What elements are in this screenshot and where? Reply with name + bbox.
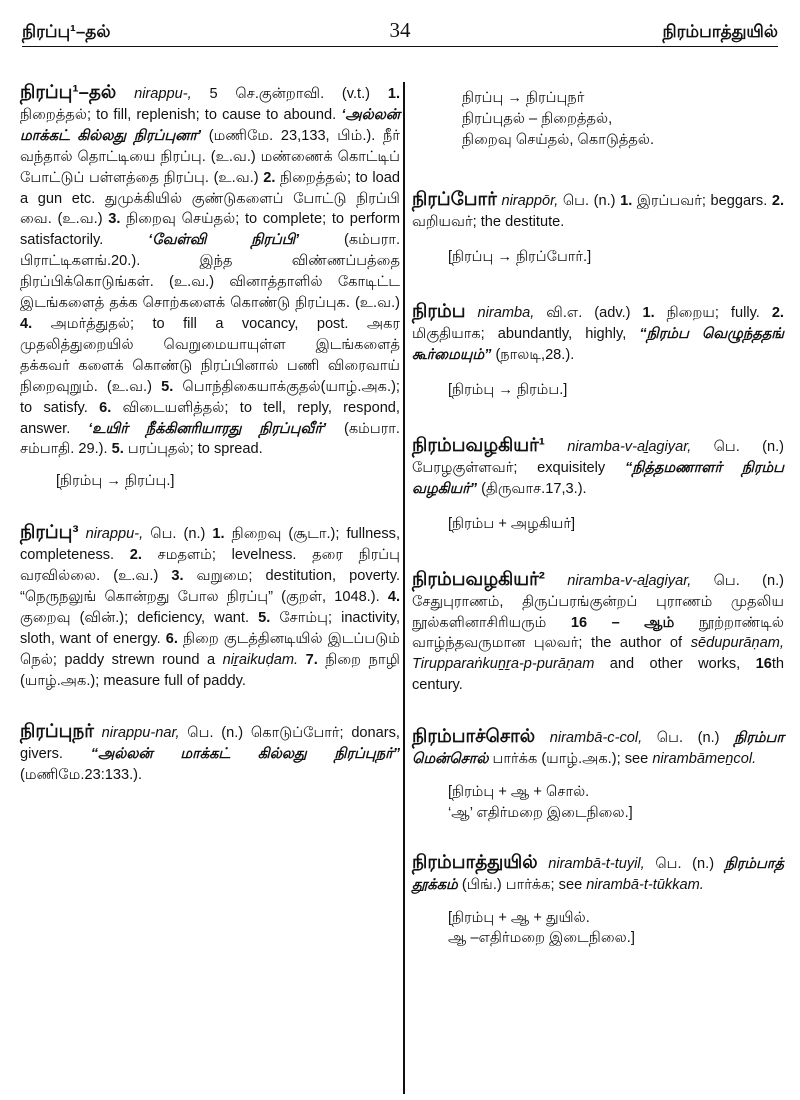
entry-body — [20, 522, 400, 691]
sense-number: 1. — [620, 192, 633, 209]
headword: நிரப்பு³ — [20, 521, 79, 543]
part-of-speech: பெ. (n.) — [713, 572, 784, 589]
headword: நிரம்பவழகியர்² — [412, 567, 545, 589]
sense-number: 3. — [171, 568, 184, 585]
sense-number: 5. — [111, 441, 124, 458]
reference: (கம்பரா. சம்பாதி. 29.). — [20, 420, 400, 458]
sense-text: நிறை நாழி (யாழ்.அக.); measure full of paddy. — [20, 651, 400, 689]
sense-text: பேரழகுள்ளவர்; exquisitely — [412, 459, 606, 476]
sense-text: பொந்திகையாக்குதல்(யாழ்.அக.); to satisfy. — [20, 378, 400, 416]
entry-body — [412, 852, 784, 896]
part-of-speech: பெ. (n.) — [655, 855, 715, 872]
etymology-line: [நிரம்பு → நிரம்ப.] — [448, 382, 568, 399]
sense-text: நிறைத்தல்; to load a gun etc. துமுக்கியில் குண்டுகளைப் போட்டு நிரப்பி வை. (உ.வ.) — [20, 169, 400, 228]
cross-reference-transliteration: nirambā-t-tūkkam. — [586, 876, 704, 893]
cross-reference: நிரம்பாத் தூக்கம் — [412, 855, 784, 893]
etymology — [448, 514, 784, 535]
etymology — [56, 471, 400, 492]
headword: நிரப்புநர் — [20, 720, 94, 742]
entry-nirappu-3 — [20, 522, 400, 691]
entry-body — [412, 301, 784, 366]
sense-text: சமதளம்; levelness. தரை நிரப்பு வரவில்லை. (உ.வ.) — [20, 547, 400, 585]
sense-text: நிறைத்தல்; to fill, replenish; to cause to abound. — [20, 106, 337, 123]
citation-quote: “அல்லன் மாக்கட் கில்லது நிரப்புநர்” — [90, 746, 400, 763]
sense-text: வறுமை; destitution, poverty. “நெருநலுங் கொன்றது போல நிரப்பு” (குறள், 1048.). — [20, 568, 400, 605]
column-divider — [403, 82, 405, 1094]
etymology — [448, 908, 784, 950]
headword: நிரப்போர் — [412, 187, 497, 209]
entry-nirambavazhagiyar-1 — [412, 435, 784, 535]
citation-quote: ‘வேள்வி நிரப்பி’ — [148, 232, 300, 249]
entry-body — [412, 569, 784, 696]
sense-number: 3. — [108, 211, 121, 228]
part-of-speech: வி.எ. (adv.) — [546, 305, 631, 322]
transliteration: niramba, — [477, 305, 535, 322]
transliteration: nirappu-, — [85, 526, 144, 543]
citation-quote: “நிரம்ப வெழுந்ததங் கூர்மையும்” — [412, 326, 785, 364]
sense-number: 6. — [99, 399, 112, 416]
etymology — [448, 380, 784, 401]
sense-number: 2. — [771, 305, 784, 322]
transliteration: nirambā-t-tuyil, — [548, 855, 645, 872]
sense-text: விடையளித்தல்; to tell, reply, respond, answer. — [20, 399, 400, 437]
reference-and-usage: (மணிமே. 23,133, பிம்.). நீர் வந்தால் தொட்டியை நிரப்பு. (உ.வ.) மண்ணைக் கொட்டிப் போட்டுப் பள்ளத்தை நிரப்பு. (உ.வ.) — [20, 127, 400, 186]
sense-text: மிகுதியாக; abundantly, highly, — [412, 326, 627, 343]
part-of-speech: பெ. (n.) — [562, 192, 616, 209]
sense-text: சோம்பு; inactivity, sloth, want of energy. — [20, 609, 401, 647]
sense-text: சேதுபுராணம், திருப்பரங்குன்றப் புராணம் முதலிய நூல்களினாசிரியரும் — [412, 593, 784, 631]
etymology-line: நிரப்பு → நிரப்புநர் — [462, 90, 585, 106]
headword: நிரம்ப — [412, 300, 466, 322]
left-column — [20, 82, 400, 808]
entry-body — [20, 82, 400, 460]
part-of-speech: பெ. (n.) — [187, 725, 244, 742]
transliteration: niramba-v-aḻagiyar, — [567, 439, 692, 456]
reference: (திருவாச.17,3.). — [481, 480, 587, 497]
headword: நிரம்பவழகியர்¹ — [412, 434, 545, 456]
reference: (நாலடி,28.). — [495, 347, 575, 364]
etymology-line: [நிரப்பு → நிரப்போர்.] — [448, 248, 592, 265]
sense-text: நூற்றாண்டில் வாழ்ந்தவருமான புலவர்; the author of — [412, 614, 784, 652]
sense-number: 2. — [263, 169, 276, 186]
sense-text: நிறைவு (சூடா.); fullness, completeness. — [20, 526, 400, 564]
sense-number: 1. — [212, 526, 225, 543]
entry-nirappunar — [20, 721, 400, 786]
entry-nirappu-1 — [20, 82, 400, 492]
sense-number: 4. — [20, 315, 33, 332]
entry-nirambaththuyil — [412, 852, 784, 950]
entry-nirappor — [412, 189, 784, 268]
sense-number: 2. — [129, 547, 142, 564]
etymology-line: நிரப்புதல் – நிறைத்தல், — [462, 110, 613, 127]
transliteration: nirambā-c-col, — [549, 730, 643, 747]
etymology-line: [நிரம்பு + ஆ + சொல். — [448, 783, 590, 800]
sense-text: இரப்பவர்; beggars. — [636, 192, 768, 209]
part-of-speech: பெ. (n.) — [150, 526, 206, 543]
work-titles: sēdupurāṇam, Tirupparaṅkuṉṟa-p-purāṇam — [412, 635, 784, 673]
entry-body — [412, 726, 784, 770]
etymology — [448, 782, 784, 824]
cross-reference-transliteration: nirambāmeṉcol. — [652, 751, 757, 768]
entry-nirambavazhagiyar-2 — [412, 569, 784, 696]
headword: நிரம்பாத்துயில் — [412, 850, 538, 872]
sense-text: குறைவு (வின்.); deficiency, want. — [20, 609, 250, 626]
sense-text: நிறை குடத்தினடியில் இடப்படும் நெல்; paddy strewn round a — [20, 630, 400, 668]
sense-number: 7. — [305, 651, 318, 668]
part-of-speech: பெ. (n.) — [656, 730, 720, 747]
etymology-line: ‘ஆ’ எதிர்மறை இடைநிலை.] — [448, 804, 633, 821]
sense-text: (பிங்.) பார்க்க; see — [461, 876, 583, 893]
reference-and-usage: (கம்பரா. பிராட்டிகளங்.20.). இந்த விண்ணப்பத்தை நிரப்பிக்கொடுங்கள். (உ.வ.) வினாத்தாளில் கோடிட்ட இடங்களைத் தக்க சொற்களைக் கொண்டு நிரப்புக. (உ.வ.) — [20, 232, 401, 312]
sense-text: கொடுப்போர்; donars, givers. — [20, 725, 400, 763]
citation-quote: ‘அல்லன் மாக்கட் கில்லது நிரப்புனா’ — [20, 106, 400, 144]
sense-text: and other works, — [609, 656, 741, 673]
transliteration: nirappōr, — [501, 192, 559, 209]
transliteration-term: niṟaikuḍam. — [222, 651, 299, 668]
etymology-line: [நிரம்ப + அழகியர்] — [448, 515, 576, 532]
etymology-line: நிறைவு செய்தல், கொடுத்தல். — [462, 131, 655, 148]
sense-text: அமர்த்துதல்; to fill a vocancy, post. அகர முதலித்துறையில் வெறுமையாயுள்ள இடங்களைத் தக்கவர் களைக் கொண்டு நிரப்பினால் பணி விரைவாய் நிறைவுறும். (உ.வ.) — [20, 315, 400, 395]
sense-text: th century. — [412, 656, 784, 694]
citation-quote: “நித்தமணாளர் நிரம்ப வழகியர்” — [412, 459, 784, 497]
entry-body — [20, 721, 400, 786]
etymology-line: ஆ –எதிர்மறை இடைநிலை.] — [448, 930, 635, 947]
sense-number: 4. — [387, 588, 400, 605]
page-number: 34 — [389, 18, 411, 42]
cross-reference: நிரம்பா மென்சொல் — [412, 730, 785, 768]
sense-text: பார்க்க (யாழ்.அக.); see — [492, 751, 649, 768]
sense-number: 6. — [165, 630, 178, 647]
sense-text: பரப்புதல்; to spread. — [127, 441, 263, 458]
etymology — [448, 247, 784, 268]
continued-etymology — [462, 88, 784, 151]
header-last-headword: நிரம்பாத்துயில் — [662, 22, 778, 41]
sense-number: 1. — [642, 305, 655, 322]
sense-number: 2. — [771, 192, 785, 209]
entry-body — [412, 435, 784, 500]
etymology-line: [நிரம்பு + ஆ + துயில். — [448, 909, 590, 926]
transliteration: niramba-v-aḻagiyar, — [567, 572, 692, 589]
header-first-headword: நிரப்பு¹–தல் — [22, 22, 111, 41]
headword: நிரம்பாச்சொல் — [412, 725, 536, 747]
reference: (மணிமே.23:133.). — [20, 767, 143, 784]
century-number: 16 – ஆம் — [570, 614, 675, 631]
headword: நிரப்பு¹–தல் — [20, 81, 117, 102]
sense-number: 5. — [161, 378, 174, 395]
citation-quote: ‘உயிர் நீக்கினரியாரது நிரப்புவீர்’ — [88, 420, 327, 437]
entry-nirambachchol — [412, 726, 784, 824]
etymology-line: [நிரம்பு → நிரப்பு.] — [56, 473, 175, 490]
century-number: 16 — [755, 656, 772, 673]
transliteration: nirappu-nar, — [101, 725, 180, 742]
page-header — [22, 6, 778, 47]
entry-niramba — [412, 301, 784, 401]
sense-number: 1. — [387, 86, 400, 102]
sense-text: வறியவர்; the destitute. — [412, 213, 565, 230]
sense-text: நிறைவு செய்தல்; to complete; to perform satisfactorily. — [20, 211, 400, 249]
transliteration: nirappu-, — [134, 86, 192, 102]
part-of-speech: 5 செ.குன்றாவி. (v.t.) — [209, 86, 371, 102]
sense-text: நிறைய; fully. — [666, 305, 760, 322]
part-of-speech: பெ. (n.) — [713, 439, 784, 456]
right-column — [412, 88, 784, 971]
sense-number: 5. — [258, 609, 271, 626]
entry-body — [412, 189, 784, 233]
